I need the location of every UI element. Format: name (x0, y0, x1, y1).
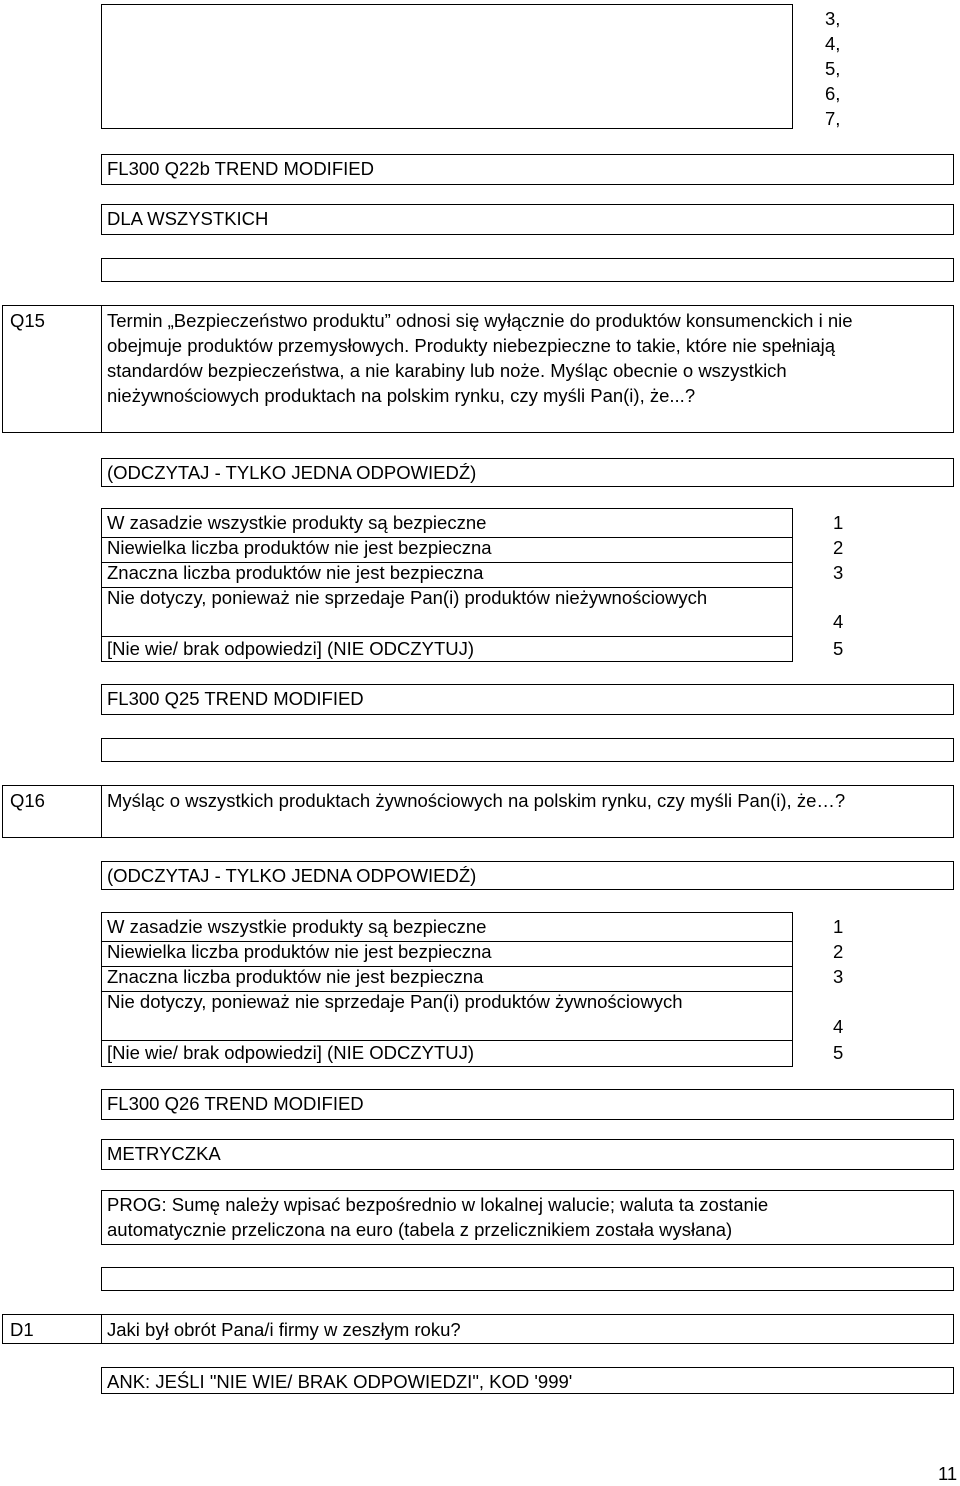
q15-answer-code-1: 1 (833, 512, 844, 533)
q15-source-label: FL300 Q22b TREND MODIFIED (107, 158, 374, 179)
q15-id-divider (101, 305, 102, 433)
q15-answer-code-5: 5 (833, 638, 844, 659)
top-code-4: 4, (825, 33, 841, 54)
d1-question: Jaki był obrót Pana/i firmy w zeszłym roku? (107, 1319, 461, 1340)
q16-answer-label-2: Niewielka liczba produktów nie jest bezpieczna (107, 941, 492, 962)
q15-answer-label-3: Znaczna liczba produktów nie jest bezpieczna (107, 562, 484, 583)
q16-answer-code-1: 1 (833, 916, 844, 937)
d1-section-label-box (101, 1139, 954, 1170)
q15-empty-box (101, 258, 954, 282)
q16-id-divider (101, 785, 102, 838)
q15-answer-label-1: W zasadzie wszystkie produkty są bezpieczne (107, 512, 487, 533)
q16-empty-box (101, 738, 954, 762)
q15-question-line-1: Termin „Bezpieczeństwo produktu” odnosi się wyłącznie do produktów konsumenckich i nie (107, 310, 853, 331)
q16-question: Myśląc o wszystkich produktach żywnościowych na polskim rynku, czy myśli Pan(i), że…? (107, 790, 846, 811)
q15-filter-label: DLA WSZYSTKICH (107, 208, 269, 229)
q15-question-line-3: standardów bezpieczeństwa, a nie karabiny lub noże. Myśląc obecnie o wszystkich (107, 360, 787, 381)
q16-source-label: FL300 Q25 TREND MODIFIED (107, 688, 364, 709)
q16-answer-code-2: 2 (833, 941, 844, 962)
d1-section-label: METRYCZKA (107, 1143, 221, 1164)
q16-answer-label-5: [Nie wie/ brak odpowiedzi] (NIE ODCZYTUJ) (107, 1042, 475, 1063)
q15-answer-label-5: [Nie wie/ brak odpowiedzi] (NIE ODCZYTUJ) (107, 638, 475, 659)
q16-question-id: Q16 (10, 790, 45, 811)
q15-question-line-2: obejmuje produktów przemysłowych. Produkty niebezpieczne to takie, które nie spełniają (107, 335, 836, 356)
q15-answer-label-4: Nie dotyczy, ponieważ nie sprzedaje Pan(i) produktów nieżywnościowych (107, 587, 708, 608)
q15-question-id: Q15 (10, 310, 45, 331)
top-code-6: 6, (825, 83, 841, 104)
d1-prog-line-2: automatycznie przeliczona na euro (tabela z przelicznikiem została wysłana) (107, 1219, 733, 1240)
q16-answer-label-4: Nie dotyczy, ponieważ nie sprzedaje Pan(i) produktów żywnościowych (107, 991, 683, 1012)
top-answer-box (101, 4, 793, 129)
q16-instruction: (ODCZYTAJ - TYLKO JEDNA ODPOWIEDŹ) (107, 865, 477, 886)
q16-answer-label-3: Znaczna liczba produktów nie jest bezpieczna (107, 966, 484, 987)
d1-source-label: FL300 Q26 TREND MODIFIED (107, 1093, 364, 1114)
q16-answer-code-3: 3 (833, 966, 844, 987)
top-code-5: 5, (825, 58, 841, 79)
q15-answer-code-4: 4 (833, 611, 844, 632)
q16-answer-code-5: 5 (833, 1042, 844, 1063)
top-code-3: 3, (825, 8, 841, 29)
q15-answer-label-2: Niewielka liczba produktów nie jest bezpieczna (107, 537, 492, 558)
top-code-7: 7, (825, 108, 841, 129)
d1-prog-line-1: PROG: Sumę należy wpisać bezpośrednio w lokalnej walucie; waluta ta zostanie (107, 1194, 769, 1215)
page-number: 11 (938, 1463, 958, 1484)
d1-id-divider (101, 1314, 102, 1344)
q15-answer-code-3: 3 (833, 562, 844, 583)
q15-answer-code-2: 2 (833, 537, 844, 558)
q16-answer-code-4: 4 (833, 1016, 844, 1037)
q15-instruction: (ODCZYTAJ - TYLKO JEDNA ODPOWIEDŹ) (107, 462, 477, 483)
d1-empty-box (101, 1267, 954, 1291)
d1-note: ANK: JEŚLI "NIE WIE/ BRAK ODPOWIEDZI", KOD '999' (107, 1371, 573, 1392)
q16-answer-label-1: W zasadzie wszystkie produkty są bezpieczne (107, 916, 487, 937)
d1-question-id: D1 (10, 1319, 34, 1340)
q15-question-line-4: nieżywnościowych produktach na polskim rynku, czy myśli Pan(i), że...? (107, 385, 696, 406)
